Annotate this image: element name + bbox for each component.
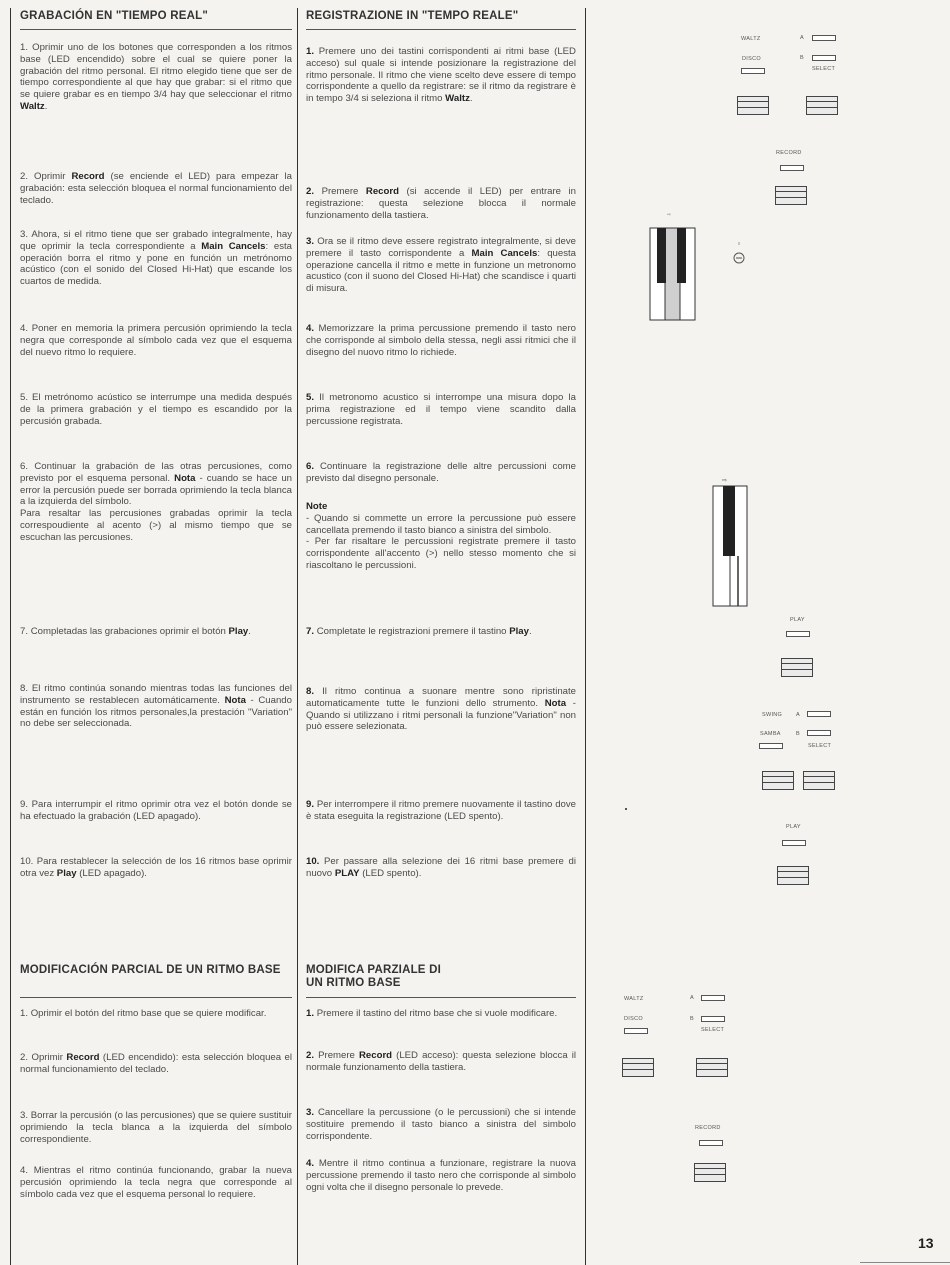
step-bold: Waltz [20, 100, 45, 112]
spanish-mod-step-3 [20, 1110, 292, 1145]
step-text: Per passare alla selezione dei 16 ritmi base premere di nuovo [306, 856, 576, 879]
play-button[interactable] [781, 658, 813, 677]
step-text: Premere uno dei tastini corrispondenti ai ritmi base (LED acceso) sul quale si intende posizionare la registrazione del ritmo personale. Il ritmo che viene scelto deve essere di tempo corrispondente a quello da registrare: se il ritmo da registrare è in tempo 3/4 si seleziona il ritmo [306, 46, 576, 105]
spanish-mod-step-4 [20, 1165, 292, 1200]
spanish-step-3 [20, 229, 292, 288]
italian-mod-step-4 [306, 1158, 576, 1193]
italian-mod-step-2 [306, 1050, 576, 1074]
step-bold: Record [365, 186, 399, 197]
record-led [780, 165, 804, 171]
step-number: 10. [20, 856, 34, 867]
step-bold: Play [509, 626, 529, 637]
step-text-end: : esta operación borra el ritmo y pone en función un metrónomo acústico (con el sonido del Closed Hi-Hat) que escande los cuartos de medida. [20, 240, 292, 288]
step-number: 1. [306, 1008, 315, 1019]
step-text: Ora se il ritmo deve essere registrato integralmente, si deve premere il tasto corrispondente a [306, 236, 576, 259]
step-number: 6. [20, 461, 29, 472]
step-number: 2. [20, 171, 29, 182]
record-button[interactable] [775, 186, 807, 205]
step-text-end: . [248, 626, 251, 637]
spanish-heading-2: MODIFICACIÓN PARCIAL DE UN RITMO BASE [20, 964, 281, 976]
step-text: Completate le registrazioni premere il tastino [316, 626, 510, 637]
variation-b-label: B [690, 1016, 694, 1022]
step-number: 1. [20, 42, 29, 53]
italian-heading-2: MODIFICA PARZIALE DI UN RITMO BASE [306, 964, 441, 989]
column-rule-right [585, 8, 586, 1265]
record-label: RECORD [776, 150, 802, 156]
spanish-step-10 [20, 856, 292, 880]
step-text: Ahora, si el ritmo tiene que ser grabado integralmente, hay que oprimir la tecla correspondiente a [20, 229, 293, 252]
variation-a-led [807, 711, 831, 717]
variation-a-led [701, 995, 725, 1001]
step-text-end: (LED spento). [359, 867, 422, 879]
step-number: 3. [20, 1110, 29, 1121]
record-button[interactable] [694, 1163, 726, 1182]
note-text-2: - Per far risaltare le percussioni registrate premere il tasto corrispondente all'accento (>) nello stesso momento che si riascoltano le percussioni. [306, 536, 576, 571]
step-text: Per interrompere il ritmo premere nuovamente il tastino dove è stata eseguita la registrazione (LED spento). [306, 799, 576, 822]
italian-step-8 [306, 686, 576, 733]
disco-led [741, 68, 765, 74]
play-label: PLAY [786, 824, 801, 830]
step-text: Continuar la grabación de las otras percusiones, como previsto por el esquema personal. [20, 461, 293, 484]
step-text: Oprimir uno de los botones que corresponden a los ritmos base (LED encendido) sobre el cual se quiere poner la grabación del ritmo personal. El ritmo elegido tiene que ser de tiempo correspondiente al que hay que grabar: si el ritmo que se quiere grabar es en tiempo 3/4 hay que seleccionar el ritmo [20, 42, 292, 101]
step-bold: Record [66, 1052, 100, 1063]
step-number: 5. [306, 392, 315, 403]
step-text-end: (LED acceso): questa selezione blocca il normale funzionamento della tastiera. [306, 1050, 576, 1073]
note-text: - Quando si utilizzano i ritmi personali la funzione"Variation" non può essere selezionata. [306, 697, 576, 733]
italian-step-4 [306, 323, 576, 358]
step-number: 1. [20, 1008, 29, 1019]
step-text-end: (se enciende el LED) para empezar la grabación: esta selección bloquea el normal funcionamiento del teclado. [20, 171, 293, 206]
step-number: 3. [306, 1107, 315, 1118]
step-text: El ritmo continúa sonando mientras todas las funciones del instrumento se restablecen automáticamente. [20, 683, 292, 706]
step-number: 4. [20, 323, 29, 334]
variation-a-label: A [800, 35, 804, 41]
italian-step-5 [306, 392, 576, 427]
step-number: 9. [20, 799, 29, 810]
svg-text:⇨: ⇨ [667, 212, 672, 218]
note-text: - Cuando están en función los ritmos personales,la prestación "Variation" no debe ser seleccionada. [20, 694, 292, 730]
step-number: 8. [306, 686, 315, 697]
step-text-end: : questa operazione cancella il ritmo e mette in funzione un metronomo acustico (con il suono del Closed Hi-Hat) che scandisce i quarti di misura. [306, 247, 576, 295]
step-text-end: . [528, 626, 532, 637]
step-number: 9. [306, 799, 315, 810]
variation-a-label: A [796, 712, 800, 718]
step-bold: Record [71, 171, 105, 182]
spanish-step-6 [20, 461, 292, 544]
step-number: 7. [20, 626, 29, 637]
step-text: El metrónomo acústico se interrumpe una medida después de la primera grabación y el tiempo es escandido por la percusión grabada. [20, 392, 292, 427]
step-text-end: (LED apagado). [76, 867, 147, 879]
italian-step-2 [306, 186, 576, 221]
samba-label: SAMBA [760, 731, 781, 737]
italian-notes [306, 501, 576, 572]
samba-led [759, 743, 783, 749]
spanish-step-4 [20, 323, 292, 358]
spanish-step-1 [20, 42, 292, 113]
select-label: SELECT [701, 1027, 725, 1033]
step-number: 1. [306, 46, 315, 57]
play-label: PLAY [790, 617, 805, 623]
step-bold: Play [228, 626, 249, 637]
italian-step-6 [306, 461, 576, 485]
italian-step-3 [306, 236, 576, 295]
step-number: 2. [306, 1050, 315, 1061]
step-text: Il metronomo acustico si interrompe una misura dopo la prima registrazione ed il tempo viene scandito dalla percussione registrata. [306, 392, 576, 427]
step-text: Completadas las grabaciones oprimir el botón [30, 626, 229, 637]
italian-step-1 [306, 46, 576, 105]
spanish-heading-1: GRABACIÓN EN "TIEMPO REAL" [20, 10, 208, 22]
select-label: SELECT [808, 743, 832, 749]
step-bold: Waltz [445, 93, 470, 105]
step-number: 5. [20, 392, 29, 403]
select-button[interactable] [803, 771, 835, 790]
step-text: Oprimir [31, 1052, 67, 1063]
play-led [782, 840, 806, 846]
record-label: RECORD [695, 1125, 721, 1131]
step-text: Borrar la percusión (o las percusiones) que se quiere sustituir oprimiendo la tecla blanca a la izquierda del símbolo correspondiente. [20, 1110, 292, 1145]
variation-b-led [807, 730, 831, 736]
step-number: 7. [306, 626, 315, 637]
step-text: Premere [321, 186, 366, 197]
select-button[interactable] [806, 96, 838, 115]
column-rule-left [10, 8, 11, 1265]
step-number: 2. [306, 186, 315, 197]
italian-step-9 [306, 799, 576, 823]
italian-heading-1-rule [306, 29, 576, 30]
waltz-label: WALTZ [624, 996, 644, 1002]
spanish-step-2 [20, 171, 292, 206]
spanish-step-9 [20, 799, 292, 823]
step-bold: Play [56, 867, 77, 879]
step-number: 4. [20, 1165, 29, 1176]
record-led [699, 1140, 723, 1146]
column-rule-mid [297, 8, 298, 1265]
disco-label: DISCO [742, 56, 761, 62]
step-bold: Record [358, 1050, 393, 1061]
step-text: Memorizzare la prima percussione premendo il tasto nero che corrisponde al simbolo della stessa, negli assi ritmici che il disegno del nuovo ritmo lo richiede. [306, 323, 577, 358]
step-text: Para interrumpir el ritmo oprimir otra vez el botón donde se ha efectuado la grabación (LED apagado). [20, 799, 292, 822]
step-number: 3. [20, 229, 29, 240]
select-label: SELECT [812, 66, 836, 72]
spanish-step-8 [20, 683, 292, 730]
variation-b-led [701, 1016, 725, 1022]
spanish-mod-step-1 [20, 1008, 292, 1020]
step-number: 4. [306, 1158, 315, 1169]
step-text: Para restablecer la selección de los 16 ritmos base oprimir otra vez [20, 856, 292, 879]
keyboard-diagram-2 [700, 468, 760, 618]
dot-mark [625, 808, 627, 810]
step-number: 4. [306, 323, 315, 334]
select-button[interactable] [696, 1058, 728, 1077]
step-number: 8. [20, 683, 29, 694]
step-text: Oprimir [34, 171, 72, 182]
disco-button[interactable] [737, 96, 769, 115]
step-number: 3. [306, 236, 315, 247]
italian-mod-step-1 [306, 1008, 576, 1020]
step-text: Mentre il ritmo continua a funzionare, registrare la nuova percussione premendo il tasto nero che corrisponde al simbolo ogni volta che il disegno personale lo prevede. [306, 1158, 577, 1193]
italian-heading-1: REGISTRAZIONE IN "TEMPO REALE" [306, 10, 519, 22]
step-bold: PLAY [334, 867, 360, 879]
italian-step-10 [306, 856, 576, 880]
spanish-mod-step-2 [20, 1052, 292, 1076]
footer-rule [860, 1262, 950, 1263]
variation-a-label: A [690, 995, 694, 1001]
step-text: Oprimir el botón del ritmo base que se quiere modificar. [30, 1008, 267, 1019]
step-text: Cancellare la percussione (o le percussioni) che si intende sostituire premendo il tasto bianco a sinistra del simbolo corrispondente. [306, 1107, 576, 1142]
svg-text:⇨: ⇨ [722, 478, 728, 484]
step-text: Mientras el ritmo continúa funcionando, grabar la nueva percusión oprimiendo la tecla negra que corresponde al símbolo cada vez que el esquema personal lo requiere. [20, 1165, 292, 1200]
step-extra: Para resaltar las percusiones grabadas oprimir la tecla correspoudiente al acento (>) al mismo tiempo que se escuchan las percusiones. [20, 508, 292, 543]
play-led [786, 631, 810, 637]
step-number: 10. [306, 856, 320, 867]
disco-label: DISCO [624, 1016, 643, 1022]
italian-step-7 [306, 626, 576, 638]
keyboard-diagram-1 [640, 210, 750, 330]
note-text: - cuando se hace un error la percusión puede ser borrada oprimiendo la tecla blanca a la izquierda del símbolo. [20, 472, 293, 508]
step-bold: Main Cancels [201, 240, 266, 252]
italian-heading-2-rule [306, 997, 576, 998]
waltz-label: WALTZ [741, 36, 761, 42]
variation-b-label: B [796, 731, 800, 737]
note-label: Nota [544, 697, 567, 709]
italian-mod-step-3 [306, 1107, 576, 1142]
play-button[interactable] [777, 866, 809, 885]
note-text-1: - Quando si commette un errore la percussione può essere cancellata premendo il tasto bianco a sinistra del simbolo. [306, 512, 576, 536]
disco-led [624, 1028, 648, 1034]
step-text-end: . [469, 93, 473, 105]
samba-button[interactable] [762, 771, 794, 790]
page-number: 13 [918, 1235, 934, 1251]
step-text: Poner en memoria la primera percusión oprimiendo la tecla negra que corresponde al símbolo cada vez que el esquema del nuevo ritmo lo requiere. [20, 323, 292, 358]
step-text-end: (LED encendido): esta selección bloquea el normal funcionamiento del teclado. [20, 1052, 293, 1075]
swing-label: SWING [762, 712, 783, 718]
variation-b-led [812, 55, 836, 61]
step-bold: Main Cancels [471, 247, 538, 259]
spanish-heading-2-rule [20, 997, 292, 998]
step-text: Premere il tastino del ritmo base che si vuole modificare. [316, 1008, 558, 1019]
step-text-end: (si accende il LED) per entrare in registrazione: questa selezione blocca il normale funzionamento della tastiera. [306, 186, 577, 221]
spanish-step-7 [20, 626, 292, 638]
note-label: Nota [174, 472, 196, 484]
step-text-end: . [44, 100, 48, 112]
note-label: Note [306, 501, 328, 512]
variation-b-label: B [800, 55, 804, 61]
disco-button[interactable] [622, 1058, 654, 1077]
step-text: Continuare la registrazione delle altre percussioni come previsto dal disegno personale. [306, 461, 576, 484]
note-label: Nota [224, 694, 246, 706]
step-number: 2. [20, 1052, 29, 1063]
step-text: Premere [318, 1050, 359, 1061]
step-number: 6. [306, 461, 315, 472]
step-text: Il ritmo continua a suonare mentre sono ripristinate automaticamente tutte le funzioni dello strumento. [306, 686, 577, 709]
spanish-step-5 [20, 392, 292, 427]
spanish-heading-1-rule [20, 29, 292, 30]
variation-a-led [812, 35, 836, 41]
